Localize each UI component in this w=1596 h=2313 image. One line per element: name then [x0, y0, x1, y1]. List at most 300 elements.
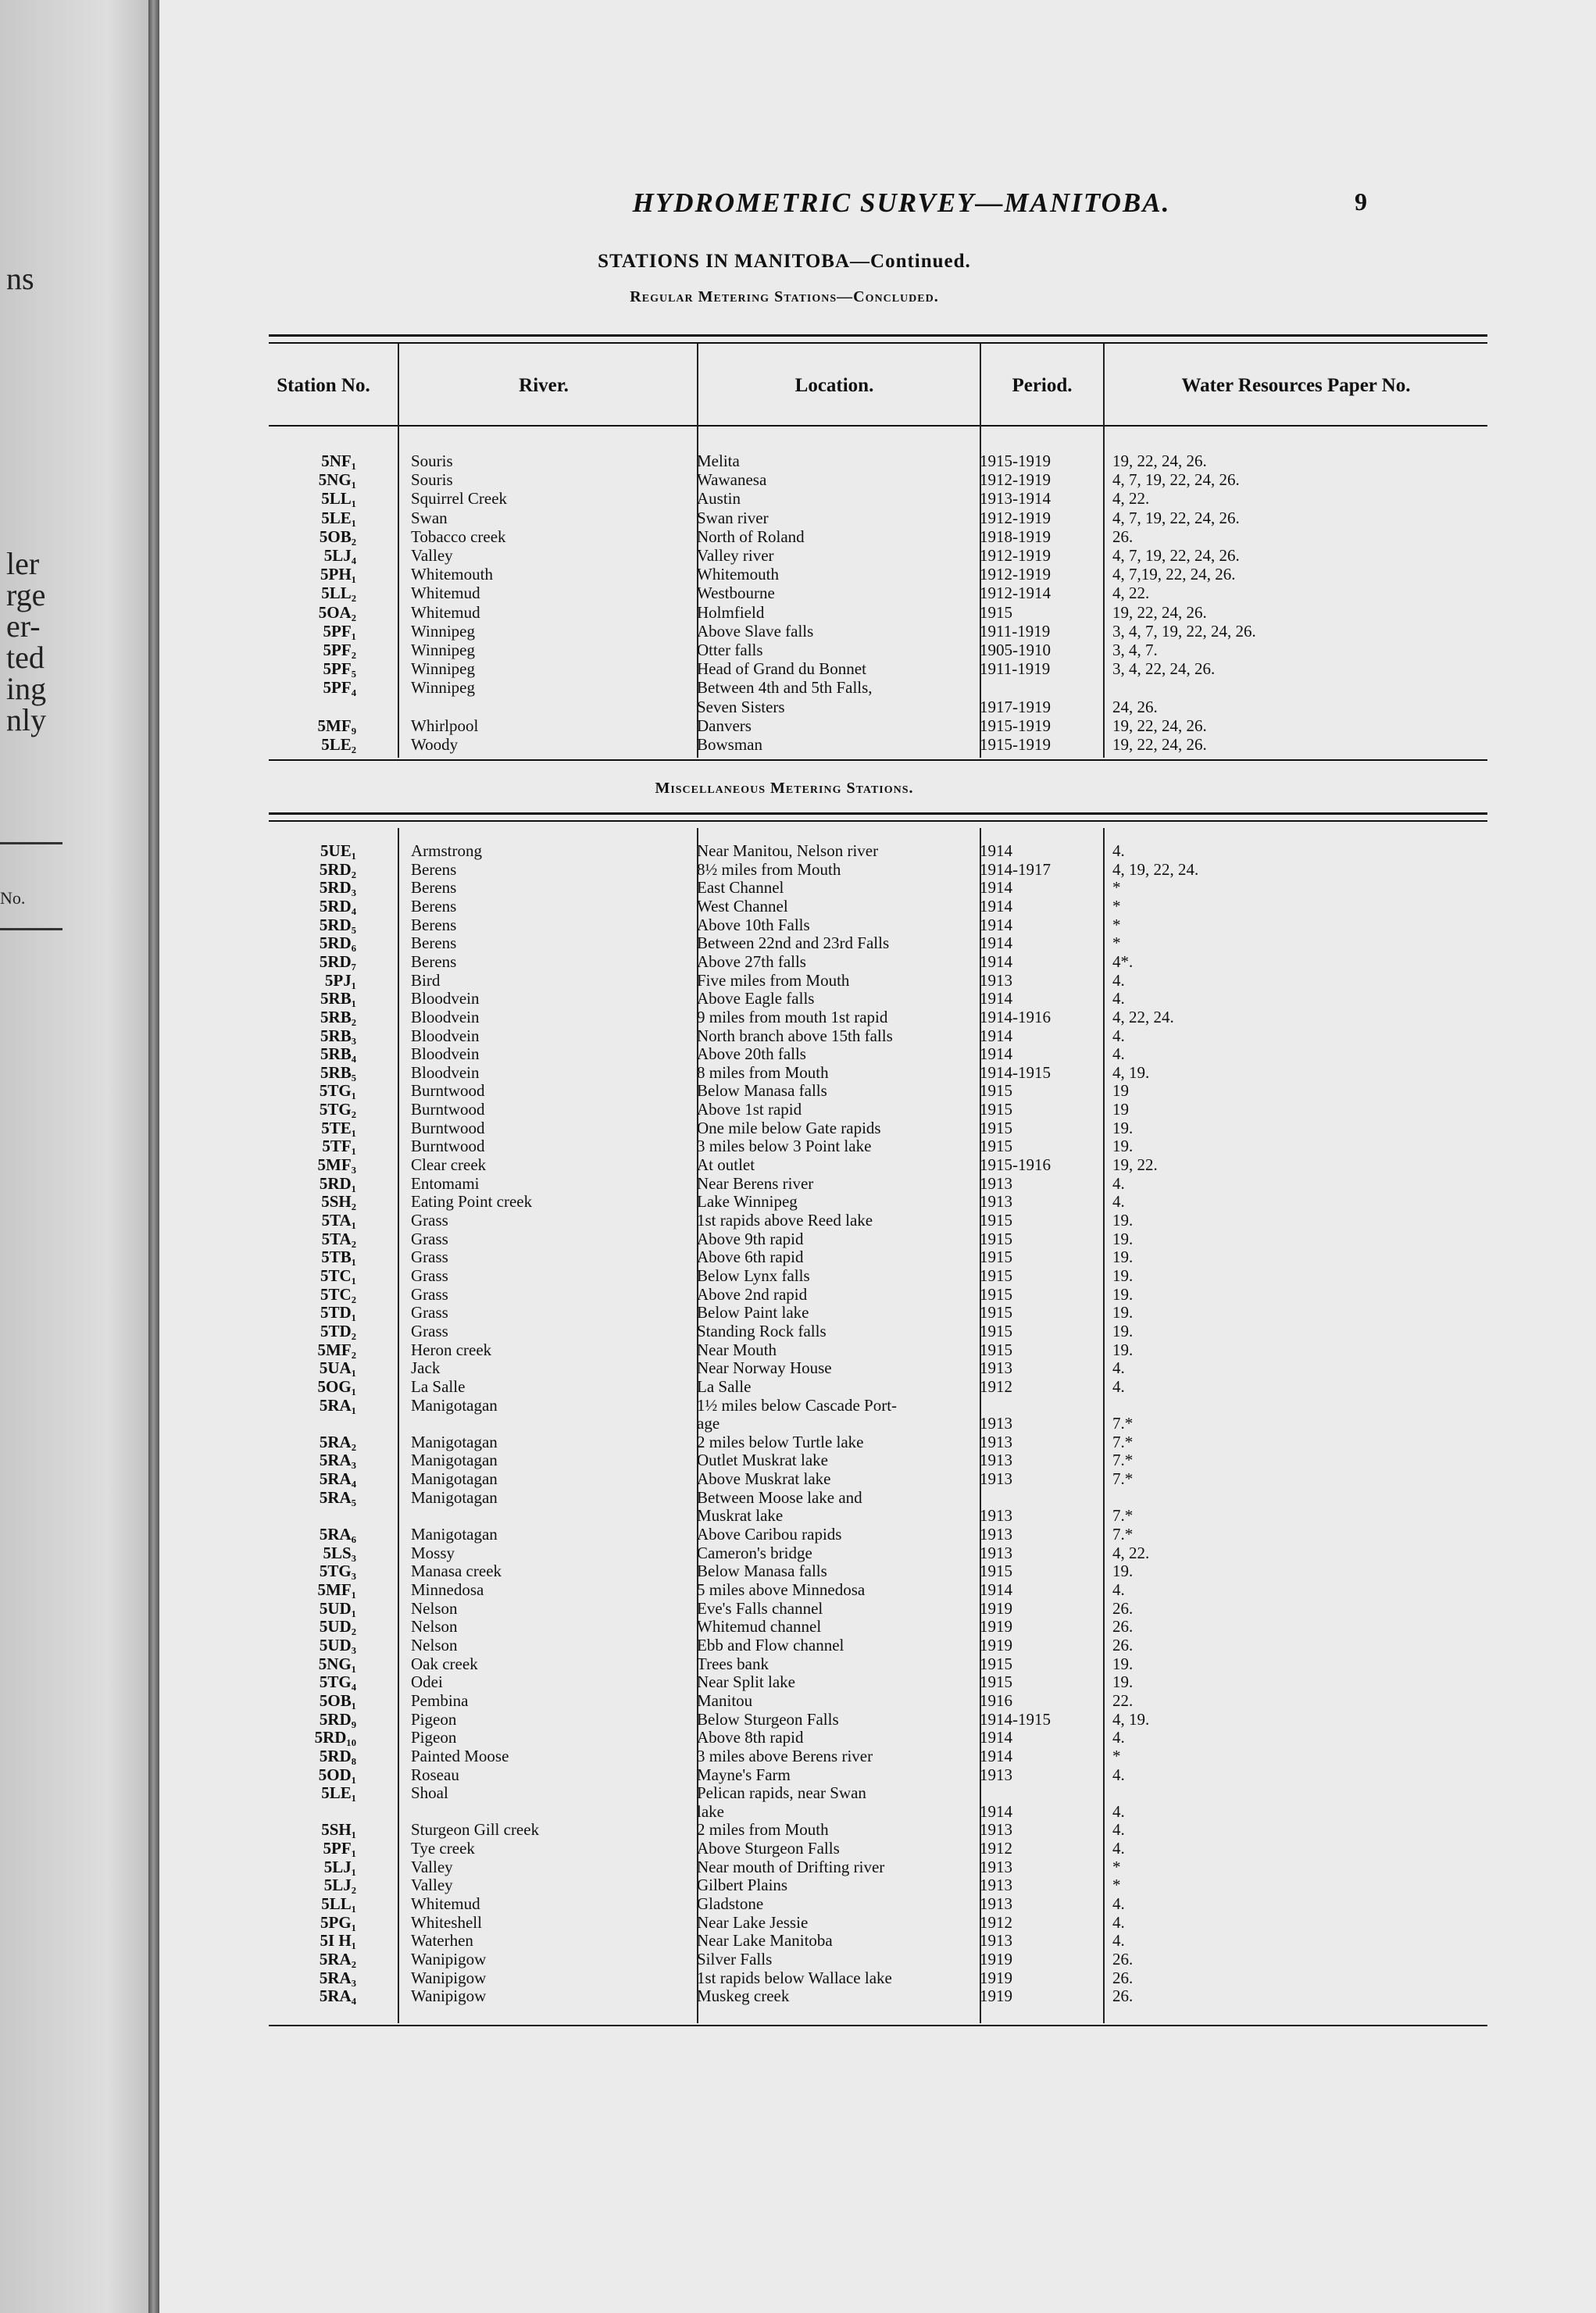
papers-cell: 4, 19, 22, 24.: [1112, 859, 1199, 879]
river-cell: Whitemud: [411, 602, 480, 622]
papers-cell: 3, 4, 7, 19, 22, 24, 26.: [1112, 621, 1256, 641]
table-row: [269, 1617, 1487, 1636]
location-cell: Above 6th rapid: [697, 1248, 804, 1267]
river-cell: Nelson: [411, 1598, 458, 1618]
table-row: [269, 622, 1487, 641]
papers-cell: *: [1112, 1876, 1121, 1895]
station-cell: 5PF₂: [323, 641, 356, 659]
station-cell: 5TD₂: [320, 1321, 356, 1340]
table-row: [269, 1081, 1487, 1100]
station-cell: 5RA₃: [319, 1451, 356, 1470]
period-cell: 1914: [980, 933, 1012, 953]
left-page-edge: [0, 0, 155, 2313]
station-cell: 5LJ₂: [323, 1876, 356, 1895]
papers-cell: 4.: [1112, 1358, 1125, 1378]
station-cell: 5RB₂: [320, 1007, 356, 1026]
papers-cell: 19: [1112, 1100, 1129, 1119]
river-cell: Roseau: [411, 1765, 459, 1784]
river-cell: Bloodvein: [411, 1026, 480, 1045]
period-cell: 1913: [980, 1192, 1012, 1212]
station-cell: 5TG₂: [319, 1100, 356, 1119]
table-row: [269, 1414, 1487, 1433]
period-cell: 1913: [980, 1469, 1012, 1489]
river-cell: La Salle: [411, 1376, 466, 1396]
papers-cell: *: [1112, 915, 1121, 934]
location-cell: 2 miles from Mouth: [697, 1820, 829, 1840]
location-cell: Near Lake Jessie: [697, 1912, 809, 1932]
period-cell: 1913: [980, 1820, 1012, 1840]
period-cell: 1914: [980, 1044, 1012, 1064]
table-row: [269, 1654, 1487, 1673]
river-cell: Berens: [411, 915, 457, 934]
location-cell: Wawanesa: [697, 470, 767, 490]
papers-cell: 19.: [1112, 1672, 1134, 1692]
table-row: [269, 1026, 1487, 1045]
period-cell: 1913: [980, 1765, 1012, 1784]
station-cell: 5RD₃: [319, 878, 356, 898]
station-cell: 5LE₂: [321, 735, 356, 754]
location-cell: 1st rapids above Reed lake: [697, 1211, 873, 1230]
location-cell: Muskeg creek: [697, 1986, 790, 2006]
table-row: [269, 1986, 1487, 2005]
table-row: [269, 565, 1487, 584]
location-cell: Above Caribou rapids: [697, 1525, 842, 1544]
table-row: [269, 678, 1487, 697]
location-cell: Above 10th Falls: [697, 915, 810, 934]
papers-cell: *: [1112, 878, 1121, 898]
misc-section-title: Miscellaneous Metering Stations.: [655, 780, 914, 797]
river-cell: Grass: [411, 1321, 448, 1340]
river-cell: Whirlpool: [411, 716, 479, 735]
river-cell: Winnipeg: [411, 621, 475, 641]
left-page-fragment: ns: [6, 261, 34, 296]
river-cell: Bloodvein: [411, 989, 480, 1008]
location-cell: 8½ miles from Mouth: [697, 859, 841, 879]
table-row: [269, 470, 1487, 489]
location-cell: Mayne's Farm: [697, 1765, 791, 1784]
period-cell: 1913: [980, 1857, 1012, 1876]
period-cell: 1914: [980, 1580, 1012, 1599]
period-cell: 1915: [980, 1081, 1012, 1101]
location-cell: Above 2nd rapid: [697, 1284, 808, 1304]
papers-cell: 22.: [1112, 1690, 1134, 1710]
papers-cell: *: [1112, 933, 1121, 953]
papers-cell: 19, 22, 24, 26.: [1112, 602, 1207, 622]
papers-cell: 4.: [1112, 1580, 1125, 1599]
river-cell: Burntwood: [411, 1118, 485, 1137]
papers-cell: 4.: [1112, 841, 1125, 860]
papers-cell: *: [1112, 1746, 1121, 1765]
left-page-fragment: er-: [6, 609, 41, 644]
river-cell: Heron creek: [411, 1340, 492, 1359]
location-cell: Above Muskrat lake: [697, 1469, 831, 1489]
station-cell: 5LL₁: [321, 1894, 356, 1914]
papers-cell: 4.: [1112, 1820, 1125, 1840]
table-row: [269, 1820, 1487, 1839]
papers-cell: 7.*: [1112, 1432, 1134, 1451]
station-cell: 5RA₂: [319, 1950, 356, 1969]
period-cell: 1915: [980, 1248, 1012, 1267]
station-cell: 5RB₄: [320, 1044, 356, 1064]
river-cell: Armstrong: [411, 841, 482, 860]
location-cell: Pelican rapids, near Swan: [697, 1783, 866, 1803]
table-row: [269, 527, 1487, 546]
papers-cell: 19.: [1112, 1118, 1134, 1137]
papers-cell: 4.: [1112, 1931, 1125, 1951]
table-row: [269, 584, 1487, 602]
river-cell: Berens: [411, 896, 457, 916]
location-cell: Near Mouth: [697, 1340, 777, 1359]
table-row: [269, 1248, 1487, 1266]
location-cell: Above 27th falls: [697, 951, 806, 971]
period-cell: 1919: [980, 1635, 1012, 1654]
papers-cell: 19.: [1112, 1321, 1134, 1340]
period-cell: 1912: [980, 1839, 1012, 1858]
table-row: [269, 1211, 1487, 1230]
station-cell: 5TG₁: [319, 1081, 356, 1101]
table-row: [269, 489, 1487, 508]
table-row: [269, 1358, 1487, 1377]
location-cell: Bowsman: [697, 735, 762, 754]
river-cell: Painted Moose: [411, 1746, 509, 1765]
station-cell: 5UE₁: [320, 841, 356, 860]
papers-cell: 4.: [1112, 1044, 1125, 1064]
station-cell: 5PG₁: [320, 1912, 356, 1932]
table-row: [269, 1285, 1487, 1304]
river-cell: Manigotagan: [411, 1451, 498, 1470]
station-cell: 5RD₈: [319, 1746, 356, 1765]
period-cell: 1919: [980, 1986, 1012, 2006]
river-cell: Grass: [411, 1248, 448, 1267]
table-row: [269, 1876, 1487, 1894]
station-cell: 5RD₉: [319, 1709, 356, 1729]
period-cell: 1919: [980, 1598, 1012, 1618]
papers-cell: 19.: [1112, 1229, 1134, 1248]
river-cell: Souris: [411, 470, 453, 490]
location-cell: 3 miles below 3 Point lake: [697, 1137, 872, 1156]
river-cell: Manigotagan: [411, 1525, 498, 1544]
table-row: [269, 659, 1487, 678]
table-row: [269, 509, 1487, 527]
papers-cell: 19, 22.: [1112, 1155, 1158, 1175]
river-cell: Berens: [411, 878, 457, 898]
papers-cell: 19.: [1112, 1248, 1134, 1267]
river-cell: Winnipeg: [411, 641, 475, 659]
location-cell: Swan river: [697, 508, 769, 527]
table-row: [269, 1377, 1487, 1396]
period-cell: 1913: [980, 1358, 1012, 1378]
page: [159, 0, 1596, 2313]
river-cell: Woody: [411, 735, 459, 754]
station-cell: 5LL₂: [321, 584, 356, 603]
location-cell: Lake Winnipeg: [697, 1192, 798, 1212]
papers-cell: 4, 22.: [1112, 584, 1150, 603]
left-page-fragment: rge: [6, 577, 46, 612]
papers-cell: *: [1112, 1857, 1121, 1876]
papers-cell: 19.: [1112, 1562, 1134, 1581]
location-cell: At outlet: [697, 1155, 755, 1175]
period-cell: 1914-1917: [980, 859, 1051, 879]
period-cell: 1915-1919: [980, 452, 1051, 470]
table-row: [269, 1303, 1487, 1322]
location-cell: Silver Falls: [697, 1950, 773, 1969]
station-cell: 5RD₁: [319, 1173, 356, 1193]
papers-cell: 4, 7, 19, 22, 24, 26.: [1112, 508, 1240, 527]
running-head: HYDROMETRIC SURVEY—MANITOBA.: [632, 187, 1171, 218]
table-row: [269, 841, 1487, 860]
table-row: [269, 878, 1487, 897]
station-cell: 5UD₁: [319, 1598, 356, 1618]
period-cell: 1914: [980, 878, 1012, 898]
river-cell: Berens: [411, 859, 457, 879]
location-cell: Near Manitou, Nelson river: [697, 841, 879, 860]
table-row: [269, 1636, 1487, 1654]
period-cell: 1914-1915: [980, 1709, 1051, 1729]
table-row: [269, 1802, 1487, 1821]
table-row: [269, 916, 1487, 934]
station-cell: 5TE₁: [321, 1118, 356, 1137]
station-cell: 5RD₇: [319, 951, 356, 971]
table-top-rule: [269, 334, 1487, 344]
period-cell: 1915: [980, 1118, 1012, 1137]
period-cell: 1912-1919: [980, 470, 1051, 490]
papers-cell: 4, 7,19, 22, 24, 26.: [1112, 565, 1236, 584]
papers-cell: 19, 22, 24, 26.: [1112, 735, 1207, 754]
table-row: [269, 1137, 1487, 1155]
station-cell: 5UA₁: [319, 1358, 356, 1378]
papers-cell: 24, 26.: [1112, 697, 1158, 716]
papers-cell: 4.: [1112, 1801, 1125, 1821]
station-cell: 5PF₄: [323, 678, 356, 698]
location-cell: Trees bank: [697, 1654, 769, 1673]
papers-cell: 3, 4, 7.: [1112, 641, 1158, 659]
location-cell: East Channel: [697, 878, 784, 898]
location-cell: Valley river: [697, 546, 774, 565]
river-cell: Eating Point creek: [411, 1192, 533, 1212]
location-cell: Near mouth of Drifting river: [697, 1857, 885, 1876]
location-cell: Above 8th rapid: [697, 1728, 804, 1747]
papers-cell: 4.: [1112, 1894, 1125, 1914]
period-cell: 1914: [980, 1746, 1012, 1765]
location-cell: La Salle: [697, 1376, 752, 1396]
table-row: [269, 989, 1487, 1008]
table-row: [269, 1691, 1487, 1710]
river-cell: Berens: [411, 951, 457, 971]
location-cell: Above 20th falls: [697, 1044, 806, 1064]
period-cell: 1915: [980, 1211, 1012, 1230]
papers-cell: 7.*: [1112, 1469, 1134, 1489]
river-cell: Winnipeg: [411, 678, 475, 698]
station-cell: 5LL₁: [321, 489, 356, 509]
location-cell: 8 miles from Mouth: [697, 1062, 829, 1082]
station-cell: 5RD₂: [319, 859, 356, 879]
station-cell: 5TF₁: [322, 1137, 356, 1156]
river-cell: Bloodvein: [411, 1062, 480, 1082]
location-cell: One mile below Gate rapids: [697, 1118, 881, 1137]
table-row: [269, 1396, 1487, 1415]
station-cell: 5I H₁: [320, 1931, 356, 1951]
station-cell: 5RA₆: [319, 1525, 356, 1544]
station-cell: 5LE₁: [321, 1783, 356, 1803]
table-row: [269, 1599, 1487, 1618]
river-cell: Wanipigow: [411, 1968, 487, 1987]
period-cell: 1913: [980, 1876, 1012, 1895]
table-row: [269, 971, 1487, 990]
table-row: [269, 698, 1487, 716]
river-cell: Valley: [411, 1876, 453, 1895]
header-location: Location.: [794, 375, 874, 396]
station-cell: 5PF₁: [323, 1839, 356, 1858]
location-cell: Standing Rock falls: [697, 1321, 827, 1340]
period-cell: 1913: [980, 1432, 1012, 1451]
table-row: [269, 1506, 1487, 1525]
header-period: Period.: [1012, 375, 1073, 396]
river-cell: Valley: [411, 1857, 453, 1876]
river-cell: Pembina: [411, 1690, 469, 1710]
location-cell: 2 miles below Turtle lake: [697, 1432, 864, 1451]
papers-cell: 4*.: [1112, 951, 1134, 971]
river-cell: Souris: [411, 452, 453, 470]
period-cell: 1917-1919: [980, 697, 1051, 716]
station-cell: 5TA₂: [321, 1229, 356, 1248]
period-cell: 1913: [980, 1506, 1012, 1526]
papers-cell: 26.: [1112, 1635, 1134, 1654]
location-cell: Cameron's bridge: [697, 1543, 812, 1562]
river-cell: Pigeon: [411, 1728, 457, 1747]
station-cell: 5RA₅: [319, 1487, 356, 1507]
river-cell: Sturgeon Gill creek: [411, 1820, 540, 1840]
river-cell: Grass: [411, 1303, 448, 1322]
river-cell: Entomami: [411, 1173, 480, 1193]
station-cell: 5MF₁: [317, 1580, 356, 1599]
location-cell: Muskrat lake: [697, 1506, 784, 1526]
table-row: [269, 1008, 1487, 1026]
papers-cell: 4.: [1112, 1765, 1125, 1784]
period-cell: 1919: [980, 1950, 1012, 1969]
location-cell: Between Moose lake and: [697, 1487, 862, 1507]
station-cell: 5PH₁: [320, 565, 356, 584]
period-cell: 1915: [980, 1303, 1012, 1322]
period-cell: 1914: [980, 1026, 1012, 1045]
period-cell: 1913: [980, 970, 1012, 990]
station-cell: 5PF₁: [323, 621, 356, 641]
location-cell: Eve's Falls channel: [697, 1598, 823, 1618]
period-cell: 1915-1919: [980, 735, 1051, 754]
period-cell: 1915: [980, 602, 1012, 622]
table-row: [269, 1488, 1487, 1507]
table-row: [269, 1119, 1487, 1137]
period-cell: 1915: [980, 1284, 1012, 1304]
period-cell: 1914: [980, 896, 1012, 916]
period-cell: 1913: [980, 1451, 1012, 1470]
table-row: [269, 1544, 1487, 1562]
period-cell: 1915-1916: [980, 1155, 1051, 1175]
location-cell: Whitemud channel: [697, 1617, 822, 1637]
table-row: [269, 716, 1487, 735]
table-row: [269, 1155, 1487, 1174]
table-row: [269, 1783, 1487, 1802]
location-cell: Near Lake Manitoba: [697, 1931, 833, 1951]
table-row: [269, 860, 1487, 879]
papers-cell: 26.: [1112, 1968, 1134, 1987]
table-row: [269, 952, 1487, 971]
station-cell: 5TG₄: [319, 1672, 356, 1692]
river-cell: Grass: [411, 1284, 448, 1304]
period-cell: 1915: [980, 1340, 1012, 1359]
station-cell: 5OB₂: [319, 526, 356, 546]
station-cell: 5TB₁: [321, 1248, 356, 1267]
table-row: [269, 1894, 1487, 1913]
location-cell: Below Paint lake: [697, 1303, 809, 1322]
papers-cell: 4, 22.: [1112, 489, 1150, 509]
left-page-fragment: No.: [0, 888, 26, 908]
table-row: [269, 1451, 1487, 1469]
table-row: [269, 933, 1487, 952]
period-cell: 1915: [980, 1321, 1012, 1340]
river-cell: Manigotagan: [411, 1487, 498, 1507]
station-cell: 5LE₁: [321, 508, 356, 527]
papers-cell: 4, 7, 19, 22, 24, 26.: [1112, 470, 1240, 490]
period-cell: 1912: [980, 1376, 1012, 1396]
period-cell: 1913: [980, 1525, 1012, 1544]
period-cell: 1915: [980, 1100, 1012, 1119]
left-page-fragment: nly: [6, 702, 47, 737]
location-cell: Above Sturgeon Falls: [697, 1839, 840, 1858]
period-cell: 1912-1919: [980, 546, 1051, 565]
river-cell: Bloodvein: [411, 1044, 480, 1064]
location-cell: lake: [697, 1801, 724, 1821]
period-cell: 1911-1919: [980, 659, 1051, 679]
river-cell: Grass: [411, 1229, 448, 1248]
left-page-fragment: ted: [6, 640, 45, 675]
station-cell: 5PF₅: [323, 659, 356, 679]
table-row: [269, 1230, 1487, 1248]
location-cell: 1st rapids below Wallace lake: [697, 1968, 892, 1987]
table-row: [269, 1913, 1487, 1932]
papers-cell: 4.: [1112, 970, 1125, 990]
river-cell: Grass: [411, 1265, 448, 1285]
papers-cell: 26.: [1112, 526, 1134, 546]
period-cell: 1914: [980, 1801, 1012, 1821]
papers-cell: 4.: [1112, 1026, 1125, 1045]
period-cell: 1914: [980, 989, 1012, 1008]
period-cell: 1913: [980, 1931, 1012, 1951]
station-cell: 5RA₄: [319, 1986, 356, 2006]
location-cell: Above Eagle falls: [697, 989, 815, 1008]
location-cell: Between 4th and 5th Falls,: [697, 678, 873, 698]
river-cell: Whiteshell: [411, 1912, 482, 1932]
papers-cell: 19.: [1112, 1265, 1134, 1285]
period-cell: 1915: [980, 1265, 1012, 1285]
station-cell: 5MF₃: [317, 1155, 356, 1175]
location-cell: Below Manasa falls: [697, 1081, 827, 1101]
section-title: STATIONS IN MANITOBA—Continued.: [598, 251, 971, 272]
papers-cell: 26.: [1112, 1617, 1134, 1637]
location-cell: Gilbert Plains: [697, 1876, 788, 1895]
station-cell: 5OB₁: [319, 1690, 356, 1710]
river-cell: Tye creek: [411, 1839, 475, 1858]
location-cell: 1½ miles below Cascade Port-: [697, 1395, 898, 1415]
period-cell: 1914: [980, 841, 1012, 860]
table-row: [269, 1710, 1487, 1729]
station-cell: 5NG₁: [318, 1654, 356, 1673]
table-row: [269, 1931, 1487, 1950]
river-cell: Whitemud: [411, 584, 480, 603]
page-number: 9: [1355, 187, 1367, 216]
table-row: [269, 1266, 1487, 1285]
station-cell: 5SH₁: [321, 1820, 356, 1840]
river-cell: Wanipigow: [411, 1986, 487, 2006]
